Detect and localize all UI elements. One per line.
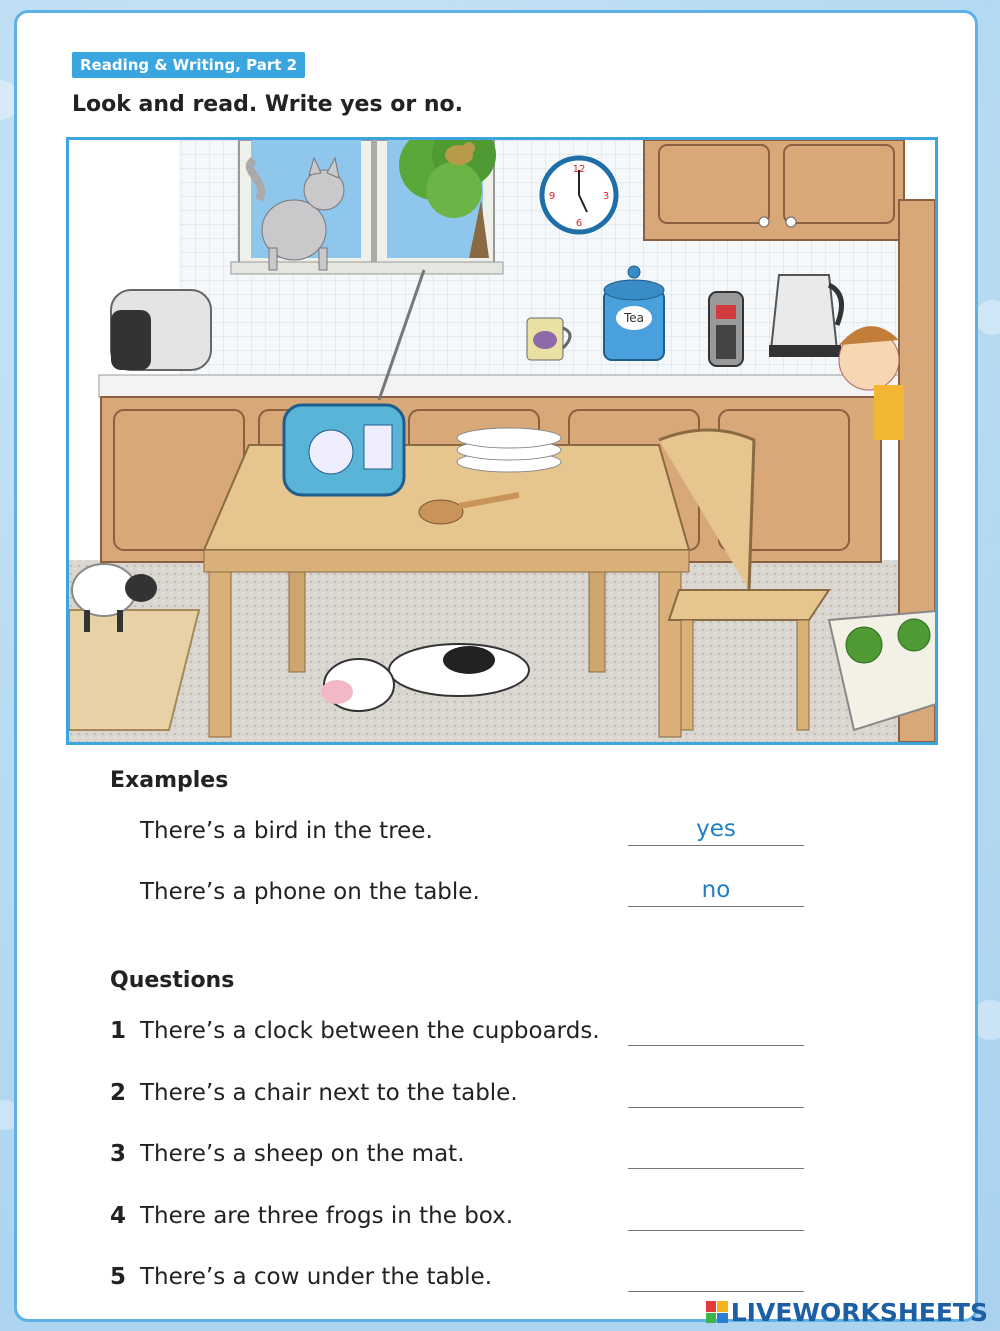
question-text: There’s a sheep on the mat. [140, 1141, 465, 1167]
answer-input-3[interactable] [628, 1137, 808, 1169]
examples-heading: Examples [110, 768, 229, 793]
question-number: 3 [110, 1141, 127, 1167]
example-text: There’s a phone on the table. [140, 879, 480, 905]
answer-input-1[interactable] [628, 1014, 808, 1046]
kitchen-illustration [66, 137, 938, 745]
clock-number-9: 9 [548, 191, 556, 202]
toaster [111, 290, 211, 370]
question-text: There’s a cow under the table. [140, 1264, 493, 1290]
question-row [110, 1203, 810, 1239]
tea-label: Tea [623, 311, 645, 325]
liveworksheets-watermark [706, 1297, 988, 1327]
answer-input-5[interactable] [628, 1260, 808, 1292]
answer-input-2[interactable] [628, 1076, 808, 1108]
clock-number-6: 6 [575, 218, 583, 229]
background-bubble [975, 300, 1000, 335]
example-answer: no [701, 877, 731, 903]
answer-line [628, 845, 804, 846]
question-number: 5 [110, 1264, 127, 1290]
example-text: There’s a bird in the tree. [140, 818, 433, 844]
question-text: There’s a clock between the cupboards. [140, 1018, 600, 1044]
clock-number-3: 3 [602, 191, 610, 202]
questions-heading: Questions [110, 968, 235, 993]
question-row [110, 1141, 810, 1177]
example-row [110, 818, 810, 854]
clock-number-12: 12 [572, 164, 586, 175]
upper-cupboards [644, 140, 904, 240]
liveworksheets-logo-icon [706, 1301, 728, 1323]
question-number: 1 [110, 1018, 127, 1044]
question-row [110, 1264, 810, 1300]
answer-input-4[interactable] [628, 1199, 808, 1231]
question-text: There are three frogs in the box. [140, 1203, 514, 1229]
example-row [110, 879, 810, 915]
plates [457, 428, 561, 472]
question-text: There’s a chair next to the table. [140, 1080, 518, 1106]
watermark-text: LIVEWORKSHEETS [730, 1297, 988, 1327]
answer-line [628, 906, 804, 907]
question-number: 4 [110, 1203, 127, 1229]
question-row [110, 1018, 810, 1054]
question-number: 2 [110, 1080, 127, 1106]
section-tag: Reading & Writing, Part 2 [72, 52, 305, 78]
instruction: Look and read. Write yes or no. [72, 92, 463, 117]
kettle [769, 275, 842, 357]
question-row [110, 1080, 810, 1116]
phone [709, 292, 743, 366]
clock [542, 158, 616, 232]
example-answer: yes [696, 816, 736, 842]
